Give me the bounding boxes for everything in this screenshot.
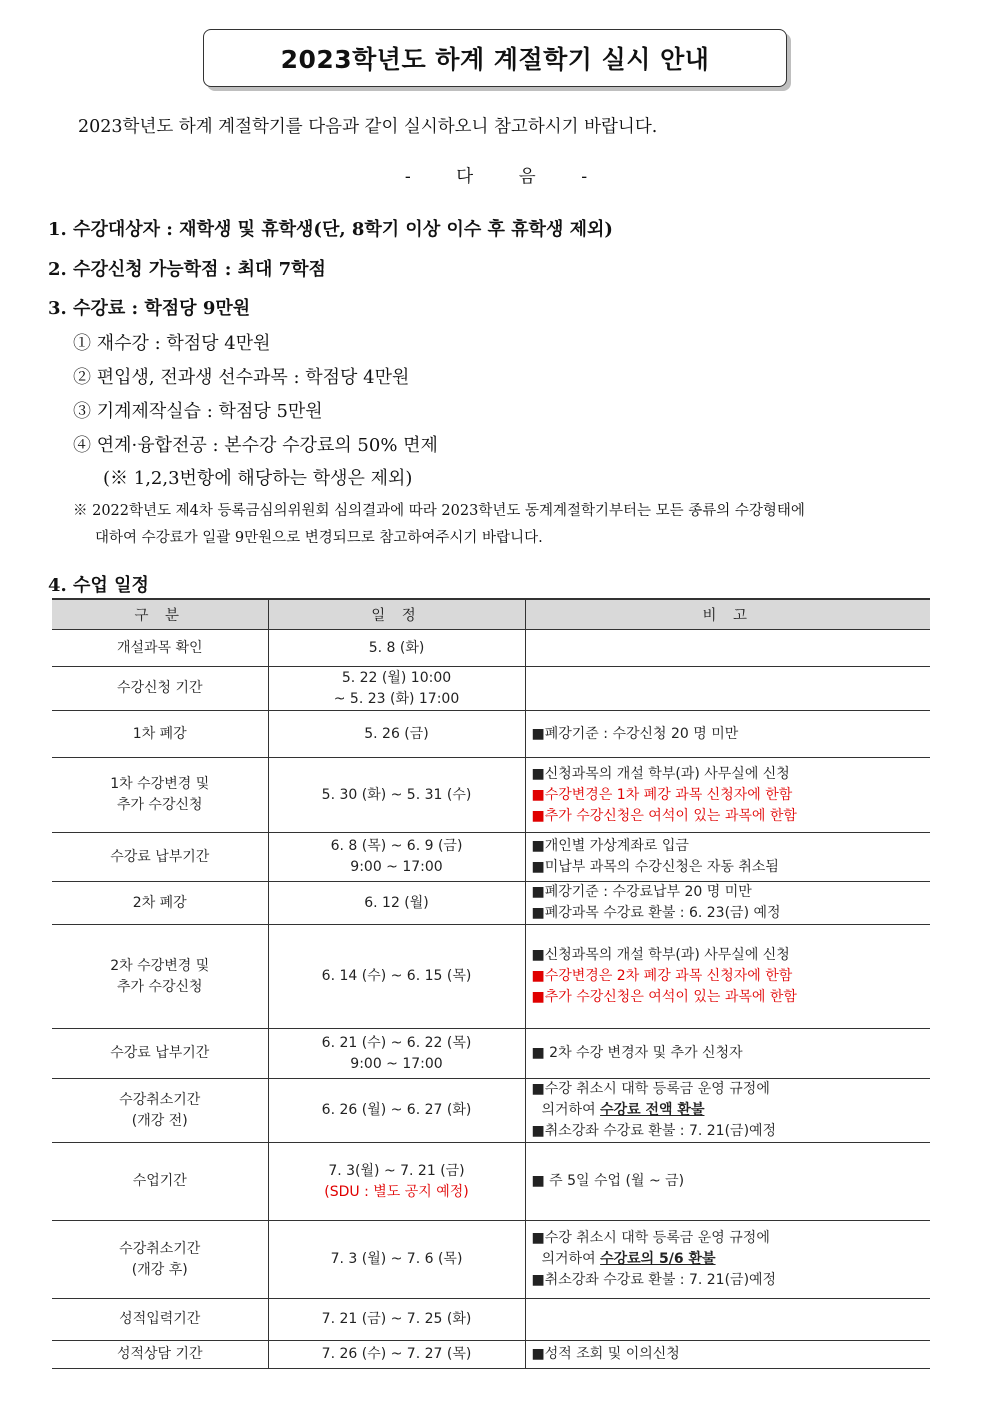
fee-machine: ③ 기계제작실습 : 학점당 5만원 (73, 401, 323, 422)
header-category: 구 분 (52, 599, 268, 630)
table-row (52, 1029, 930, 1079)
row-category: 성적상담 기간 (52, 1341, 268, 1369)
row-notes: ■폐강기준 : 수강료납부 20 명 미만 ■폐강과목 수강료 환불 : 6. 23(금) 예정 (525, 882, 930, 925)
row-date: 6. 12 (월) (268, 882, 525, 925)
row-category: 수강취소기간 (개강 후) (52, 1221, 268, 1299)
row-date: 5. 30 (화) ~ 5. 31 (수) (268, 758, 525, 833)
row-date: 5. 8 (화) (268, 630, 525, 667)
item-credit-limit: 2. 수강신청 가능학점 : 최대 7학점 (48, 259, 326, 280)
table-row (52, 1221, 930, 1299)
row-notes (525, 667, 930, 711)
row-date: 6. 26 (월) ~ 6. 27 (화) (268, 1079, 525, 1143)
row-date: 5. 22 (월) 10:00 ~ 5. 23 (화) 17:00 (268, 667, 525, 711)
row-notes: ■성적 조회 및 이의신청 (525, 1341, 930, 1369)
header-notes: 비 고 (525, 599, 930, 630)
row-notes: ■수강 취소시 대학 등록금 운영 규정에 의거하여 수강료의 5/6 환불 ■취소강좌 수강료 환불 : 7. 21(금)예정 (525, 1221, 930, 1299)
table-row (52, 833, 930, 882)
row-notes (525, 630, 930, 667)
row-date: 6. 21 (수) ~ 6. 22 (목) 9:00 ~ 17:00 (268, 1029, 525, 1079)
item-target-students: 1. 수강대상자 : 재학생 및 휴학생(단, 8학기 이상 이수 후 휴학생 제외) (48, 219, 613, 240)
row-date: 6. 14 (수) ~ 6. 15 (목) (268, 925, 525, 1029)
table-row (52, 1341, 930, 1369)
row-category: 2차 수강변경 및 추가 수강신청 (52, 925, 268, 1029)
table-row (52, 1079, 930, 1143)
row-notes: ■개인별 가상계좌로 입금 ■미납부 과목의 수강신청은 자동 취소됨 (525, 833, 930, 882)
row-category: 수업기간 (52, 1143, 268, 1221)
row-category: 수강신청 기간 (52, 667, 268, 711)
row-category: 수강료 납부기간 (52, 1029, 268, 1079)
row-date: 7. 21 (금) ~ 7. 25 (화) (268, 1299, 525, 1341)
schedule-table (52, 598, 930, 1369)
tuition-notice (73, 498, 948, 552)
notice-line-1: ※ 2022학년도 제4차 등록금심의위원회 심의결과에 따라 2023학년도 동계계절학기부터는 모든 종류의 수강형태에 (73, 503, 805, 519)
row-category: 2차 폐강 (52, 882, 268, 925)
intro-text: 2023학년도 하계 계절학기를 다음과 같이 실시하오니 참고하시기 바랍니다. (78, 117, 658, 137)
row-notes: ■ 2차 수강 변경자 및 추가 신청자 (525, 1029, 930, 1079)
table-row (52, 667, 930, 711)
item-tuition: 3. 수강료 : 학점당 9만원 (48, 298, 251, 319)
row-notes: ■신청과목의 개설 학부(과) 사무실에 신청 ■수강변경은 1차 폐강 과목 신청자에 한함 ■추가 수강신청은 여석이 있는 과목에 한함 (525, 758, 930, 833)
table-row (52, 630, 930, 667)
fee-linked-major: ④ 연계·융합전공 : 본수강 수강료의 50% 면제 (73, 435, 438, 456)
dahum-heading: - 다 음 - (404, 167, 588, 187)
fee-retake: ① 재수강 : 학점당 4만원 (73, 333, 271, 354)
row-date: 6. 8 (목) ~ 6. 9 (금) 9:00 ~ 17:00 (268, 833, 525, 882)
fee-note: (※ 1,2,3번항에 해당하는 학생은 제외) (103, 468, 413, 489)
row-notes: ■수강 취소시 대학 등록금 운영 규정에 의거하여 수강료 전액 환불 ■취소강좌 수강료 환불 : 7. 21(금)예정 (525, 1079, 930, 1143)
row-date: 7. 3(월) ~ 7. 21 (금) (SDU : 별도 공지 예정) (268, 1143, 525, 1221)
header-date: 일 정 (268, 599, 525, 630)
table-row (52, 925, 930, 1029)
row-category: 1차 수강변경 및 추가 수강신청 (52, 758, 268, 833)
row-category: 수강취소기간 (개강 전) (52, 1079, 268, 1143)
partial-refund-text: 수강료의 5/6 환불 (600, 1251, 716, 1267)
title-box (203, 29, 787, 87)
table-row (52, 1299, 930, 1341)
row-notes: ■폐강기준 : 수강신청 20 명 미만 (525, 711, 930, 758)
fee-transfer: ② 편입생, 전과생 선수과목 : 학점당 4만원 (73, 367, 410, 388)
table-row (52, 758, 930, 833)
page-title: 2023학년도 하계 계절학기 실시 안내 (280, 45, 710, 74)
row-category: 1차 폐강 (52, 711, 268, 758)
notice-line-2: 대하여 수강료가 일괄 9만원으로 변경되므로 참고하여주시기 바랍니다. (95, 530, 543, 546)
row-category: 개설과목 확인 (52, 630, 268, 667)
row-category: 수강료 납부기간 (52, 833, 268, 882)
row-category: 성적입력기간 (52, 1299, 268, 1341)
row-notes (525, 1299, 930, 1341)
row-notes: ■ 주 5일 수업 (월 ~ 금) (525, 1143, 930, 1221)
table-row (52, 882, 930, 925)
row-notes: ■신청과목의 개설 학부(과) 사무실에 신청 ■수강변경은 2차 폐강 과목 신청자에 한함 ■추가 수강신청은 여석이 있는 과목에 한함 (525, 925, 930, 1029)
row-date: 7. 26 (수) ~ 7. 27 (목) (268, 1341, 525, 1369)
full-refund-text: 수강료 전액 환불 (600, 1102, 705, 1118)
row-date: 5. 26 (금) (268, 711, 525, 758)
table-header-row (52, 599, 930, 630)
table-row (52, 711, 930, 758)
table-row (52, 1143, 930, 1221)
schedule-heading: 4. 수업 일정 (48, 575, 149, 596)
row-date: 7. 3 (월) ~ 7. 6 (목) (268, 1221, 525, 1299)
